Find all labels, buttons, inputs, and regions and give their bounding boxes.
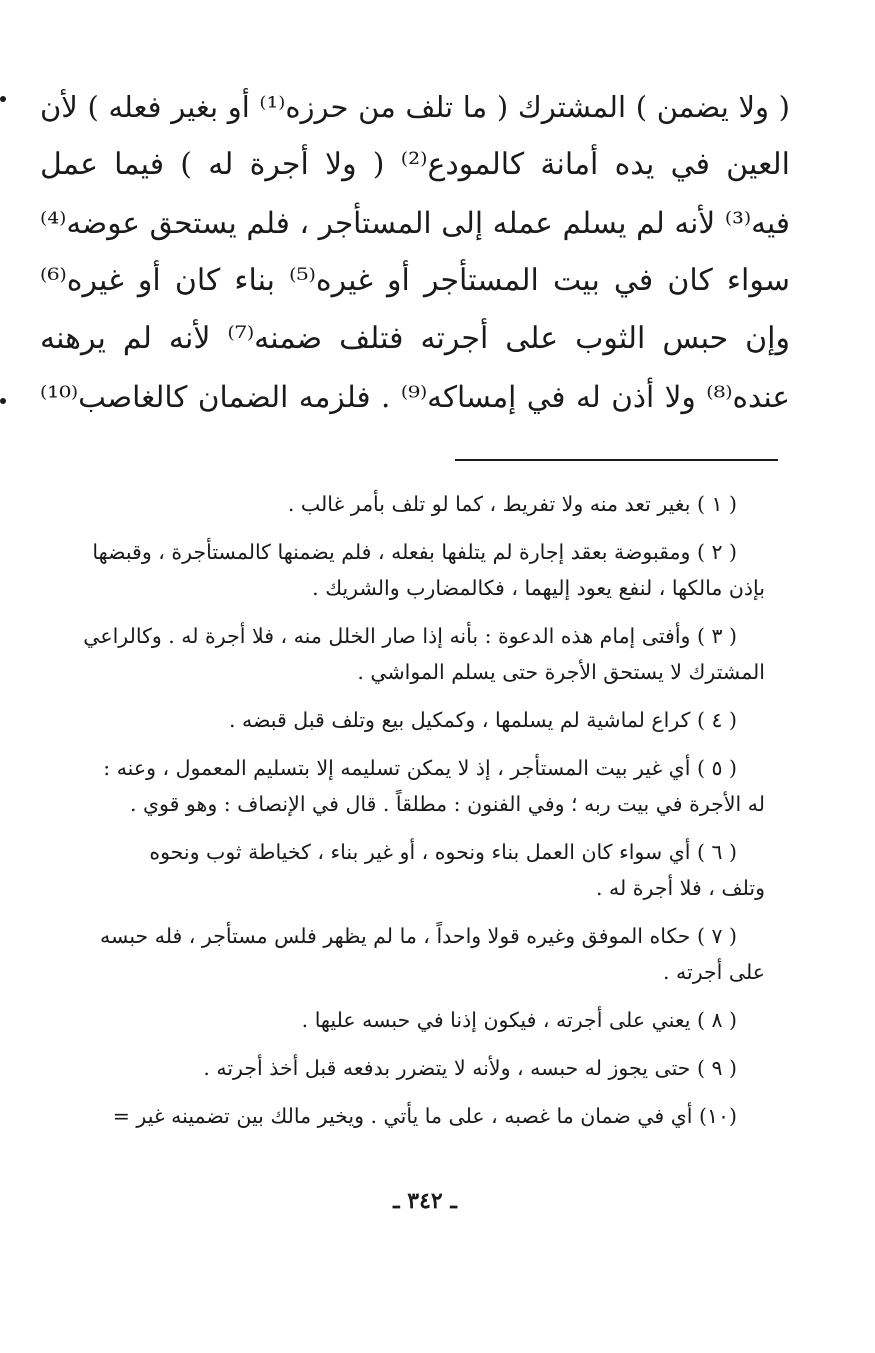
footnote-2: [30, 534, 765, 606]
footnote-line: ( ٦ ) أي سواء كان العمل بناء ونحوه ، أو غير بناء ، كخياطة ثوب ونحوه: [149, 840, 737, 864]
margin-mark-top: [0, 96, 6, 102]
footnote-line: ( ٤ ) كراع لماشية لم يسلمها ، وكمكيل بيع وتلف قبل قبضه .: [229, 708, 737, 732]
main-text-line: سواء كان في بيت المستأجر أو غيره⁽⁵⁾ بناء كان أو غيره⁽⁶⁾: [40, 263, 790, 298]
footnote-line: ( ٢ ) ومقبوضة بعقد إجارة لم يتلفها بفعله ، فلم يضمنها كالمستأجرة ، وقبضها: [92, 540, 737, 564]
main-text-line: ( ولا يضمن ) المشترك ( ما تلف من حرزه⁽¹⁾ أو بغير فعله ) لأن: [40, 90, 790, 124]
footnote-line: على أجرته .: [662, 960, 765, 984]
main-text-line: العين في يده أمانة كالمودع⁽²⁾ ( ولا أجرة له ) فيما عمل: [40, 147, 791, 182]
footnote-5: [30, 750, 765, 822]
footnote-line: وتلف ، فلا أجرة له .: [595, 876, 765, 900]
footnote-line: بإذن مالكها ، لنفع يعود إليهما ، فكالمضارب والشريك .: [312, 576, 765, 600]
footnote-line: ( ٣ ) وأفتى إمام هذه الدعوة : بأنه إذا صار الخلل منه ، فلا أجرة له . وكالراعي: [83, 624, 737, 648]
main-text-block: [40, 78, 790, 426]
footnote-line: ( ٩ ) حتى يجوز له حبسه ، ولأنه لا يتضرر بدفعه قبل أخذ أجرته .: [203, 1056, 737, 1080]
footnote-divider: [455, 459, 778, 461]
book-page: [30, 78, 790, 1338]
footnote-line: ( ٧ ) حكاه الموفق وغيره قولا واحداً ، ما لم يظهر فلس مستأجر ، فله حبسه: [100, 924, 737, 948]
footnote-4: [30, 702, 765, 738]
main-text-line: وإن حبس الثوب على أجرته فتلف ضمنه⁽⁷⁾ لأنه لم يرهنه: [40, 321, 790, 356]
footnote-line: ( ٥ ) أي غير بيت المستأجر ، إذ لا يمكن تسليمه إلا بتسليم المعمول ، وعنه :: [103, 756, 737, 780]
footnote-6: [30, 834, 765, 906]
page-number: ـ ٣٤٢ ـ: [393, 1188, 457, 1214]
main-text-line: عنده⁽⁸⁾ ولا أذن له في إمساكه⁽⁹⁾ . فلزمه الضمان كالغاصب⁽¹⁰⁾: [40, 380, 790, 414]
footnote-line: ( ١ ) بغير تعد منه ولا تفريط ، كما لو تلف بأمر غالب .: [287, 492, 737, 516]
footnote-7: [30, 918, 765, 990]
footnote-line: له الأجرة في بيت ربه ؛ وفي الفنون : مطلقاً . قال في الإنصاف : وهو قوي .: [129, 792, 765, 816]
footnote-8: [30, 1002, 765, 1038]
footnote-1: [30, 486, 765, 522]
footnote-line: المشترك لا يستحق الأجرة حتى يسلم المواشي .: [357, 660, 765, 684]
footnote-9: [30, 1050, 765, 1086]
margin-mark-middle: [0, 398, 6, 404]
footnotes-block: [30, 486, 765, 1134]
main-text-line: فيه⁽³⁾ لأنه لم يسلم عمله إلى المستأجر ، فلم يستحق عوضه⁽⁴⁾: [40, 206, 790, 240]
footnote-3: [30, 618, 765, 690]
footnote-line: (١٠) أي في ضمان ما غصبه ، على ما يأتي . ويخير مالك بين تضمينه غير =: [112, 1104, 737, 1128]
footnote-10: [30, 1098, 765, 1134]
footnote-line: ( ٨ ) يعني على أجرته ، فيكون إذنا في حبسه عليها .: [301, 1008, 737, 1032]
